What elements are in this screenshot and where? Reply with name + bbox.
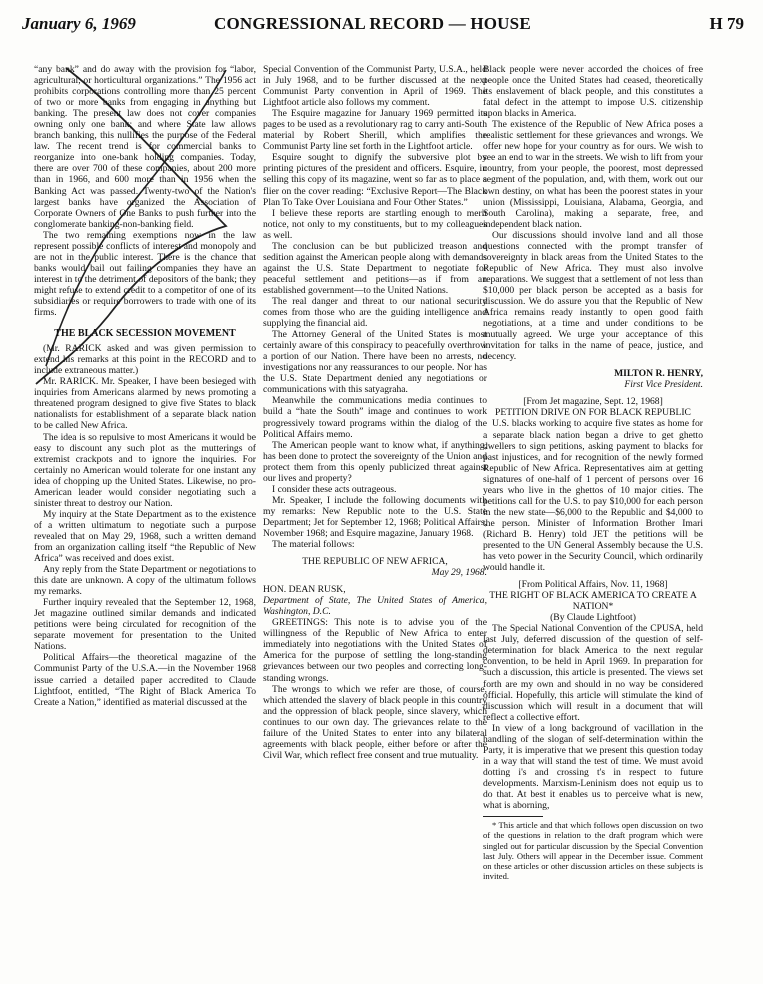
section-heading: THE BLACK SECESSION MOVEMENT xyxy=(54,328,236,340)
source-citation: [From Political Affairs, Nov. 11, 1968] xyxy=(518,579,668,591)
source-citation: [From Jet magazine, Sept. 12, 1968] xyxy=(523,396,663,408)
article-title: THE RIGHT OF BLACK AMERICA TO CREATE A NATION* xyxy=(489,590,697,613)
paragraph: Our discussions should involve land and all those questions connected with the prompt transfer of sovereignty in black areas from the United States to the Republic of New Africa. They must also involve reparations. We suggest that a settlement of not less than $10,000 per black person be accepted as a basis for discussion. We do assure you that the Republic of New Africa remains ready instantly to open good faith negotiations, at a time and under conditions to be mutually agreed. We urge your acceptance of this invitation for talks in the name of peace, justice, and decency. xyxy=(483,229,703,363)
paragraph: I believe these reports are startling enough to merit notice, not only to my constituents, but to my colleagues as well. xyxy=(263,207,487,241)
footnote: * This article and that which follows open discussion on two of the questions in relation to the draft program which were singled out for particular discussion by the Special Convention last July. Others will appear in the December issue. Comment on these articles or other discussion articles on these subjects is invited. xyxy=(483,820,703,882)
paragraph: The Esquire magazine for January 1969 permitted its pages to be used as a revolutionary rag to carry anti-South material by Robert Sherill, which amplifies the Communist Party line set forth in the Lightfoot article. xyxy=(263,108,487,153)
paragraph: Mr. RARICK. Mr. Speaker, I have been besieged with inquiries from Americans alarmed by news promoting a threatened program designed to give five States to black nationalists for establishment of a separate black nation to be called New Africa. xyxy=(34,376,256,432)
paragraph: The American people want to know what, if anything, has been done to protect the sovereignty of the Union and protect them from this openly publicized threat against our lives and property? xyxy=(263,439,487,484)
paragraph: Black people were never accorded the choices of free people once the United States had ceased, theoretically its enslavement of black people, and this constitutes a fatal defect in the attempt to impose U.S. citizenship upon blacks in America. xyxy=(483,64,703,120)
paragraph: I consider these acts outrageous. xyxy=(272,483,397,495)
paragraph: The wrongs to which we refer are those, of course, which attended the slavery of black people in this country and the oppression of black people, since slavery, which continues to our own day. The grievances relate to the failure of the United States to enter into any bilateral agreements with black people, either before or after the Civil War, which reflect free consent and true mutuality. xyxy=(263,683,487,761)
footnote-rule xyxy=(483,816,543,817)
header-date: January 6, 1969 xyxy=(22,14,136,33)
article-title: PETITION DRIVE ON FOR BLACK REPUBLIC xyxy=(495,407,691,419)
paragraph: Esquire sought to dignify the subversive plot by printing pictures of the president and officers. Esquire, in selling this copy of its magazine, went so far as to place a flier on the cover reading: “Exclusive Report—The Black Plan To Take Over Louisiana and Four Other States.” xyxy=(263,152,487,208)
paragraph: Mr. Speaker, I include the following documents with my remarks: New Republic note to the U.S. State Department; Jet for September 12, 1968; Political Affairs, November 1968; and Esquire magazine, January 1968. xyxy=(263,494,487,539)
column-2 xyxy=(263,64,487,761)
signature-title: First Vice President. xyxy=(624,379,703,391)
header-title: CONGRESSIONAL RECORD — HOUSE xyxy=(214,14,531,33)
paragraph: The existence of the Republic of New Africa poses a realistic settlement for these grievances and wrongs. We offer new hope for your country as for ours. We wish to see an end to war in the streets. We wish to lift from your country, from your people, the poorest, most depressed segment of the population, and, with them, work out our own destiny, on what has been the poorest states in your union (Mississippi, Louisiana, Alabama, Georgia, and South Carolina), making a separate, free, and independent black nation. xyxy=(483,119,703,230)
paragraph: The Attorney General of the United States is most certainly aware of this conspiracy to peacefully overthrow a portion of our Nation. There have been no arrests, no investigations nor any reassurances to our people. Nor has the U.S. State Department denied any negotiations or communications with this satyagraha. xyxy=(263,329,487,396)
paragraph: The Special National Convention of the CPUSA, held last July, deferred discussion of the question of self-determination for black America to the next regular convention, to be held in April 1969. In preparation for such a discussion, this article is presented. The views set forth are my own and should in no way be considered official. Hopefully, this article will stimulate the kind of discussion which will result in a document that will reflect a collective effort. xyxy=(483,623,703,723)
paragraph: The real danger and threat to our national security comes from those who are the guiding intelligence and supplying the financial aid. xyxy=(263,295,487,330)
signature-name: MILTON R. HENRY, xyxy=(614,368,703,380)
paragraph: U.S. blacks working to acquire five states as home for a separate black nation began a drive to get ghetto dwellers to sign petitions, asking payment to blacks for past injustices, and for recognition of the newly formed Republic of New Africa. Representatives aim at getting signatures of one-half of 1 percent of persons over 16 years who live in the ghettos of 10 major cities. The petitions call for the U.S. to pay $10,000 for each person in the new state—$6,000 to the Republic and $4,000 to the person. Minister of Information Brother Imari (Richard B. Henry) told JET the petitions will be presented to the UN General Assembly because the U.S. has veto power in the Security Council, which ordinarily would handle it. xyxy=(483,418,703,574)
paragraph: (Mr. RARICK asked and was given permission to extend his remarks at this point in the RECORD and to include extraneous matter.) xyxy=(34,343,256,377)
header-page-number: H 79 xyxy=(709,14,744,33)
paragraph: Any reply from the State Department or negotiations to this date are unknown. A copy of the ultimatum follows my remarks. xyxy=(34,564,256,598)
paragraph: GREETINGS: This note is to advise you of the willingness of the Republic of New Africa to enter immediately into negotiations with the United States of America for the purpose of settling the long-standing grievances between our two peoples and correcting long-standing wrongs. xyxy=(263,617,487,684)
paragraph: My inquiry at the State Department as to the existence of a written ultimatum to negotiate such a purpose revealed that on May 29, 1968, such a written demand from an organization calling itself “the Republic of New Africa” was received and does exist. xyxy=(34,508,256,565)
letter-date: May 29, 1968. xyxy=(431,567,487,579)
paragraph: Meanwhile the communications media continues to build a “hate the South” image and continues to work progressively toward programs within the dialog of the Political Affairs memo. xyxy=(263,395,487,440)
paragraph: The conclusion can be but publicized treason and sedition against the American people along with demands against the U.S. State Department to negotiate for peaceful settlement and petitions—as if from an established government—to the United Nations. xyxy=(263,240,487,296)
article-author: (By Claude Lightfoot) xyxy=(550,612,636,624)
paragraph: The material follows: xyxy=(272,539,355,551)
letter-addressee: HON. DEAN RUSK, xyxy=(263,584,346,596)
paragraph: Special Convention of the Communist Party, U.S.A., held in July 1968, and to be further discussed at the next Communist Party convention in April of 1969. The Lightfoot article also follows my comment. xyxy=(263,64,487,109)
column-1 xyxy=(34,64,256,708)
paragraph: Political Affairs—the theoretical magazine of the Communist Party of the U.S.A.—in the November 1968 issue carried a detailed paper accredited to Claude Lightfoot, entitled, “The Right of Black America To Create a Nation,” identified as material discussed at the xyxy=(34,652,256,708)
column-3 xyxy=(483,64,703,881)
letter-org: THE REPUBLIC OF NEW AFRICA, xyxy=(302,556,448,568)
paragraph: In view of a long background of vacillation in the handling of the slogan of self-determination within the Party, it is imperative that we present this question today in a way that will stand the test of time. We must avoid dotting i's and crossing t's in respect to future developments. Marxism-Leninism does not equip us to do that. At best it enables us to perceive what is new, what is aborning, xyxy=(483,722,703,812)
letter-department: Department of State, The United States of America, Washington, D.C. xyxy=(263,595,487,618)
page-header xyxy=(22,12,744,38)
paragraph: Further inquiry revealed that the September 12, 1968, Jet magazine outlined similar demands and indicated petitions were being circulated for recognition of the separate movement for presentation to the United Nations. xyxy=(34,597,256,653)
paragraph: The idea is so repulsive to most Americans it would be easy to discount any such plot as the mutterings of extremist crackpots and to ignore the inquiries. For certainly no American would tolerate for one instant any idea of chopping up the United States. Likewise, no pro-American leader would consider negotiating such a sinister threat to destroy our Nation. xyxy=(34,431,256,509)
paragraph: “any bank” and do away with the provision for “labor, agricultural, or horticultural organizations.” The 1956 act prohibits corporations controlling more than 25 percent of two or more banks from engaging in anything but banking. The present law does not cover companies owning only one bank; and where State law allows branch banking, this nullifies the purpose of the Federal law. The recent trend is for commercial banks to reorganize into one-bank holding companies. Today, there are over 700 of these companies, about 200 more than in 1966, and 600 more than in 1956 when the Banking Act was passed. Twenty-two of the Nation's largest banks have organized the Association of Corporate Owners of One Banks to push further into the conglomerate banking-non-banking field. xyxy=(34,64,256,230)
paragraph: The two remaining exemptions now in the law represent possible conflicts of interest and monopoly and are not in the public interest. There is the chance that banks would bail out failing companies they have an interest in to the detriment of depositors of the bank; they might refuse to extend credit to a competitor of one of its subsidiaries or require borrowers to trade with one of its firms. xyxy=(34,229,256,319)
